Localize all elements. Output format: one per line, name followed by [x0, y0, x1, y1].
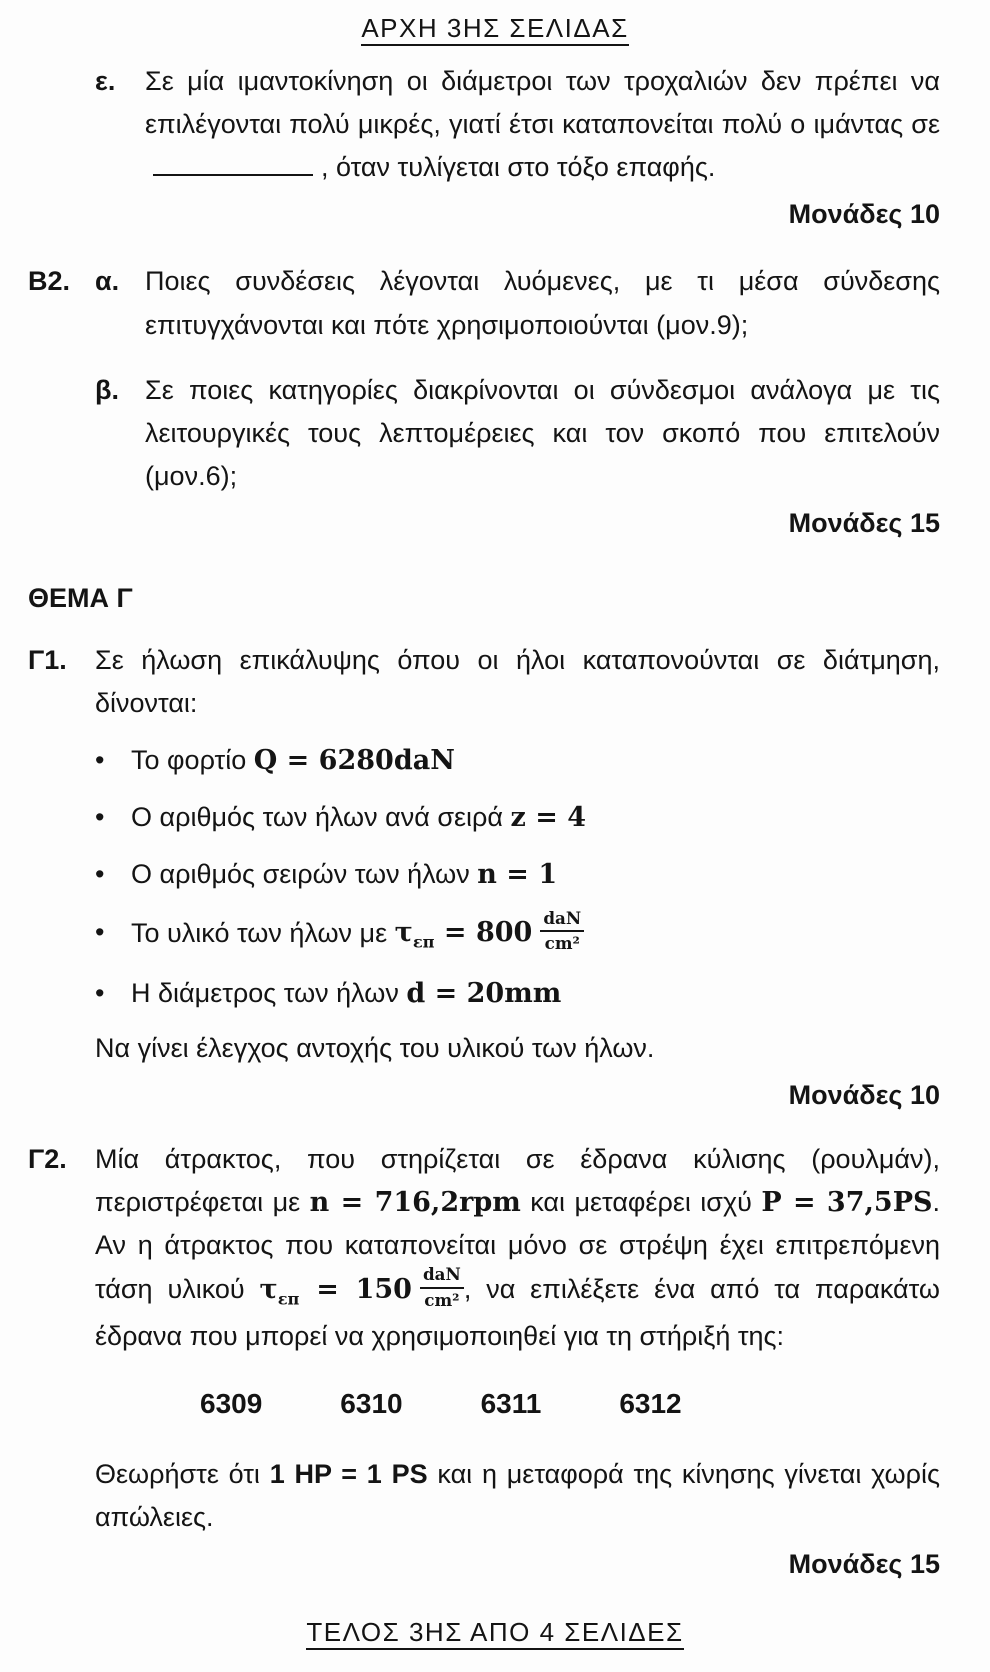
given-rivets-per-row-text: Ο αριθμός των ήλων ανά σειρά — [131, 802, 511, 833]
question-b2a-label: α. — [95, 266, 120, 297]
fraction-denominator: cm² — [424, 1289, 460, 1310]
bearing-options — [200, 1382, 940, 1427]
fraction-numerator: daN — [540, 908, 584, 933]
given-rivets-per-row — [131, 796, 940, 839]
question-e-text — [145, 60, 940, 190]
tau-equals-value: = 800 — [434, 917, 533, 949]
marks-question-g1: Μονάδες 10 — [788, 1080, 940, 1111]
bullet-icon: • — [95, 978, 105, 1009]
question-g2-label: Γ2. — [28, 1143, 67, 1174]
list-item — [95, 972, 940, 1015]
page-footer — [0, 1612, 990, 1672]
stress-unit-fraction — [420, 1264, 464, 1312]
tau-subscript: επ — [412, 932, 435, 952]
tau-letter: τ — [394, 917, 413, 949]
bullet-icon: • — [95, 916, 105, 947]
note-seg1: Θεωρήστε ότι — [95, 1458, 270, 1489]
bearing-option-6312: 6312 — [619, 1387, 682, 1419]
given-data-list — [95, 739, 940, 1015]
bullet-icon: • — [95, 859, 105, 890]
given-material-stress — [131, 907, 940, 959]
note-hp-ps-equivalence: 1 HP = 1 PS — [269, 1458, 428, 1489]
fill-in-blank-line — [153, 147, 313, 176]
given-rivets-per-row-value: z = 4 — [510, 802, 587, 834]
fraction-numerator: daN — [420, 1264, 464, 1289]
note-seg2: και η μεταφορά της κίνησης γίνεται χωρίς απώλειες. — [95, 1458, 941, 1532]
theme-g-heading: ΘΕΜΑ Γ — [28, 583, 133, 614]
marks-question-e: Μονάδες 10 — [788, 199, 940, 230]
question-b2-label: Β2. — [28, 266, 71, 297]
question-b2a-text: Ποιες συνδέσεις λέγονται λυόμενες, με τι μέσα σύνδεσης επιτυγχάνονται και πότε χρησιμοποιούνται (μον.9); — [145, 266, 940, 340]
tau-subscript: επ — [277, 1289, 300, 1309]
given-row-count — [131, 853, 940, 896]
tau-letter: τ — [259, 1274, 278, 1306]
marks-question-b2: Μονάδες 15 — [788, 508, 940, 539]
marks-question-g2: Μονάδες 15 — [788, 1549, 940, 1580]
bullet-icon: • — [95, 745, 105, 776]
given-row-count-value: n = 1 — [477, 859, 558, 891]
g2-seg3: . Αν η άτρακτος που καταπονείται μόνο σε στρέψη έχει επιτρεπόμενη τάση υλικού — [95, 1186, 941, 1305]
given-load — [131, 739, 940, 782]
list-item — [95, 853, 940, 896]
given-load-text: Το φορτίο — [131, 745, 254, 776]
question-e-label: ε. — [95, 65, 116, 96]
question-e — [0, 60, 990, 190]
question-g1-label: Γ1. — [28, 644, 67, 675]
g2-rpm-value: n = 716,2rpm — [309, 1186, 521, 1218]
page-header-text: ΑΡΧΗ 3ΗΣ ΣΕΛΙΔΑΣ — [361, 13, 628, 46]
question-g2 — [0, 1138, 990, 1539]
question-g2-text — [95, 1138, 940, 1358]
given-row-count-text: Ο αριθμός σειρών των ήλων — [131, 859, 478, 890]
question-g2-note — [95, 1453, 940, 1539]
bearing-option-6309: 6309 — [200, 1387, 263, 1419]
g2-seg2: και μεταφέρει ισχύ — [520, 1186, 762, 1217]
fraction-denominator: cm² — [544, 933, 580, 954]
stress-unit-fraction — [540, 908, 584, 956]
list-item — [95, 796, 940, 839]
question-e-text-before: Σε μία ιμαντοκίνηση οι διάμετροι των τροχαλιών δεν πρέπει να επιλέγονται πολύ μικρές, γιατί έτσι καταπονείται πολύ ο ιμάντας σε — [145, 65, 940, 139]
tau-symbol — [259, 1274, 412, 1309]
question-g1 — [0, 639, 990, 1071]
given-diameter-text: Η διάμετρος των ήλων — [131, 978, 407, 1009]
g2-power-value: P = 37,5PS — [761, 1186, 933, 1218]
question-g2-body — [95, 1138, 940, 1539]
tau-symbol — [394, 917, 533, 952]
page-header — [0, 8, 990, 50]
question-b2b — [0, 369, 990, 499]
bearing-option-6311: 6311 — [480, 1387, 542, 1419]
given-material-stress-text: Το υλικό των ήλων με — [131, 917, 395, 948]
question-b2b-label: β. — [95, 374, 119, 405]
question-g1-body — [95, 639, 940, 1071]
bullet-icon: • — [95, 802, 105, 833]
g2-seg4: , να επιλέξετε ένα από τα παρακάτω έδρανα που μπορεί να χρησιμοποιηθεί για τη στήριξή της: — [95, 1274, 940, 1351]
question-g1-task: Να γίνει έλεγχος αντοχής του υλικού των ήλων. — [95, 1033, 655, 1064]
question-g1-intro: Σε ήλωση επικάλυψης όπου οι ήλοι καταπονούνται σε διάτμηση, δίνονται: — [95, 644, 940, 718]
list-item — [95, 907, 940, 959]
given-load-value: Q = 6280daN — [253, 745, 455, 777]
g2-seg1: Μία άτρακτος, που στηρίζεται σε έδρανα κύλισης (ρουλμάν), περιστρέφεται με — [95, 1143, 940, 1217]
bearing-option-6310: 6310 — [340, 1387, 403, 1419]
given-diameter-value: d = 20mm — [406, 978, 562, 1010]
given-diameter — [131, 972, 940, 1015]
tau-equals-value: = 150 — [299, 1274, 412, 1306]
page-footer-text: ΤΕΛΟΣ 3ΗΣ ΑΠΟ 4 ΣΕΛΙΔΕΣ — [306, 1617, 683, 1650]
question-e-text-after: , όταν τυλίγεται στο τόξο επαφής. — [321, 151, 716, 182]
question-b2b-text: Σε ποιες κατηγορίες διακρίνονται οι σύνδεσμοι ανάλογα με τις λειτουργικές τους λεπτομέρειες και τον σκοπό που επιτελούν (μον.6); — [145, 374, 940, 492]
list-item — [95, 739, 940, 782]
question-b2a — [0, 260, 990, 346]
